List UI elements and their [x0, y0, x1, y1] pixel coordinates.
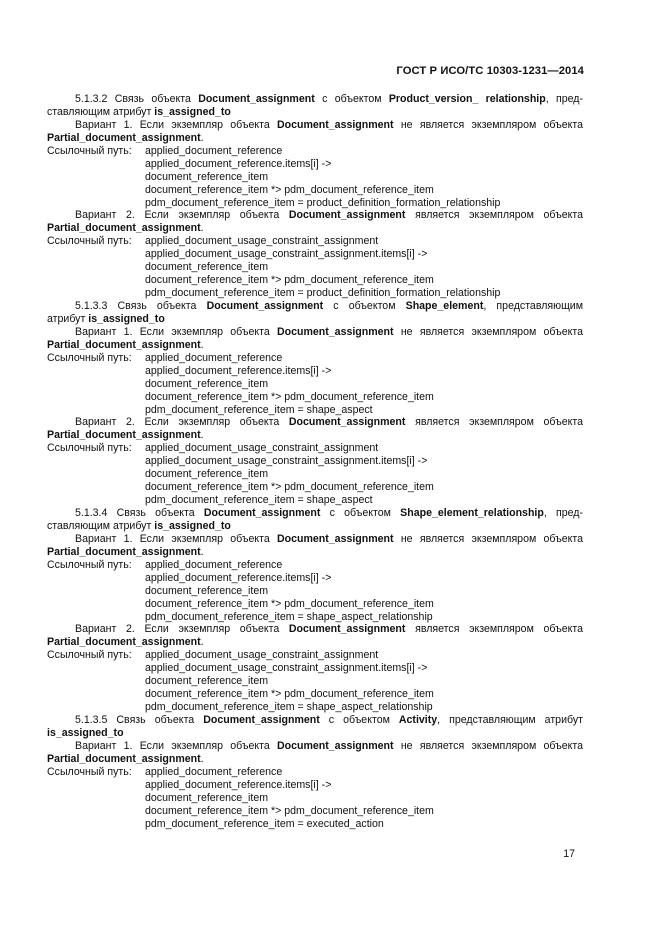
paragraph-line	[47, 119, 583, 132]
text-line	[47, 339, 583, 352]
reference-path-line	[47, 468, 583, 481]
text-run: applied_document_usage_constraint_assignment	[145, 235, 379, 248]
reference-path-line	[47, 404, 583, 417]
text-run: pdm_document_reference_item = shape_aspect_relationship	[145, 610, 433, 623]
text-run: .	[200, 222, 204, 235]
text-run: document_reference_item	[145, 377, 269, 390]
text-run: applied_document_reference.items[i] ->	[145, 778, 332, 791]
text-line	[47, 727, 583, 740]
reference-path-label: Ссылочный путь:	[47, 765, 132, 778]
text-run: document_reference_item *> pdm_document_reference_item	[145, 183, 434, 196]
text-run: .	[200, 545, 204, 558]
text-run: applied_document_reference.items[i] ->	[145, 364, 332, 377]
entity-name: Document_assignment	[203, 507, 321, 519]
entity-name: Partial_document_assignment	[47, 752, 201, 765]
reference-path-line	[47, 572, 583, 585]
text-run: является экземпляром объекта	[405, 209, 584, 222]
text-run: 5.1.3.5 Связь объекта	[75, 714, 204, 726]
text-run: с объектом	[320, 507, 401, 519]
entity-name: Partial_document_assignment	[47, 545, 201, 558]
text-run: document_reference_item	[145, 170, 269, 183]
entity-name: Partial_document_assignment	[47, 636, 201, 649]
entity-name: is_assigned_to	[88, 312, 165, 325]
text-run: pdm_document_reference_item = shape_aspect	[145, 403, 373, 416]
paragraph-line	[47, 533, 583, 546]
text-run: Вариант 1. Если экземпляр объекта	[75, 532, 277, 545]
text-line	[47, 429, 583, 442]
reference-path-line	[47, 481, 583, 494]
text-run: .	[200, 752, 204, 765]
entity-name: Document_assignment	[277, 739, 394, 752]
reference-path-line	[47, 287, 583, 300]
text-run: с объектом	[319, 714, 399, 726]
reference-path-line	[47, 649, 583, 662]
entity-name: Document_assignment	[198, 93, 315, 105]
reference-path-label: Ссылочный путь:	[47, 649, 132, 662]
text-run: applied_document_usage_constraint_assignment.items[i] ->	[145, 662, 428, 675]
paragraph-line	[47, 740, 583, 753]
text-run: applied_document_usage_constraint_assignment.items[i] ->	[145, 455, 428, 468]
entity-name: Activity	[398, 714, 438, 726]
text-line	[47, 520, 583, 533]
text-run: applied_document_reference	[145, 765, 283, 778]
text-run: , представляющим атрибут	[437, 714, 583, 726]
reference-path-label: Ссылочный путь:	[47, 442, 132, 455]
text-run: Вариант 1. Если экземпляр объекта	[75, 118, 277, 131]
reference-path-line	[47, 675, 583, 688]
reference-path-line	[47, 805, 583, 818]
text-run: applied_document_usage_constraint_assignment	[145, 649, 379, 662]
text-line	[47, 106, 583, 119]
reference-path-label: Ссылочный путь:	[47, 558, 132, 571]
text-run: document_reference_item	[145, 584, 269, 597]
text-run: 5.1.3.4 Связь объекта	[75, 507, 204, 519]
entity-name: Partial_document_assignment	[47, 338, 201, 351]
text-run: не является экземпляром объекта	[393, 532, 584, 545]
reference-path-line	[47, 171, 583, 184]
text-run: ставляющим атрибут	[47, 519, 155, 532]
text-run: Вариант 2. Если экземпляр объекта	[75, 209, 289, 222]
text-run: .	[200, 429, 204, 442]
text-run: pdm_document_reference_item = shape_aspect_relationship	[145, 701, 433, 714]
reference-path-line	[47, 779, 583, 792]
reference-path-label: Ссылочный путь:	[47, 351, 132, 364]
entity-name: Shape_element_relationship	[400, 507, 544, 519]
text-run: document_reference_item *> pdm_document_reference_item	[145, 597, 434, 610]
text-run: pdm_document_reference_item = executed_action	[145, 817, 384, 830]
reference-path-line	[47, 158, 583, 171]
paragraph-line	[47, 416, 583, 429]
text-run: .	[200, 131, 204, 144]
text-run: pdm_document_reference_item = product_definition_formation_relationship	[145, 287, 501, 300]
text-run: , пред-	[545, 93, 583, 105]
reference-path-line	[47, 197, 583, 210]
text-run: pdm_document_reference_item = product_definition_formation_relationship	[145, 196, 501, 209]
text-run: applied_document_reference	[145, 144, 283, 157]
reference-path-line	[47, 455, 583, 468]
text-line	[47, 132, 583, 145]
reference-path-line	[47, 391, 583, 404]
text-run: Вариант 1. Если экземпляр объекта	[75, 325, 277, 338]
reference-path-line	[47, 235, 583, 248]
paragraph-line	[47, 209, 583, 222]
text-line	[47, 636, 583, 649]
entity-name: Partial_document_assignment	[47, 429, 201, 442]
text-run: document_reference_item	[145, 675, 269, 688]
entity-name: is_assigned_to	[154, 519, 231, 532]
text-run: document_reference_item	[145, 791, 269, 804]
text-run: , пред-	[543, 507, 583, 519]
entity-name: Document_assignment	[288, 209, 406, 222]
reference-path-line	[47, 598, 583, 611]
reference-path-line	[47, 184, 583, 197]
text-run: атрибут	[47, 312, 89, 325]
reference-path-line	[47, 688, 583, 701]
text-line	[47, 222, 583, 235]
text-run: document_reference_item *> pdm_document_reference_item	[145, 274, 434, 287]
reference-path-line	[47, 261, 583, 274]
text-run: .	[200, 636, 204, 649]
reference-path-line	[47, 248, 583, 261]
reference-path-line	[47, 494, 583, 507]
entity-name: Product_version_ relationship	[388, 93, 546, 105]
text-run: является экземпляром объекта	[405, 623, 584, 636]
text-run: applied_document_usage_constraint_assignment	[145, 442, 379, 455]
entity-name: Document_assignment	[206, 300, 324, 312]
text-run: не является экземпляром объекта	[393, 325, 584, 338]
reference-path-line	[47, 274, 583, 287]
entity-name: is_assigned_to	[154, 105, 231, 118]
entity-name: Document_assignment	[288, 416, 406, 429]
text-run: document_reference_item *> pdm_document_reference_item	[145, 481, 434, 494]
text-line	[47, 313, 583, 326]
reference-path-line	[47, 818, 583, 831]
reference-path-line	[47, 442, 583, 455]
reference-path-line	[47, 701, 583, 714]
reference-path-line	[47, 145, 583, 158]
document-body	[47, 93, 583, 830]
page-header: ГОСТ Р ИСО/ТС 10303-1231—2014	[396, 65, 584, 77]
text-run: , представляющим	[483, 300, 583, 312]
reference-path-line	[47, 365, 583, 378]
text-run: applied_document_usage_constraint_assignment.items[i] ->	[145, 248, 428, 261]
entity-name: Document_assignment	[277, 118, 394, 131]
text-run: document_reference_item	[145, 261, 269, 274]
reference-path-line	[47, 352, 583, 365]
reference-path-line	[47, 792, 583, 805]
reference-path-line	[47, 378, 583, 391]
text-run: applied_document_reference.items[i] ->	[145, 157, 332, 170]
text-run: applied_document_reference	[145, 351, 283, 364]
text-run: ставляющим атрибут	[47, 105, 155, 118]
text-run: с объектом	[323, 300, 406, 312]
entity-name: Document_assignment	[277, 325, 394, 338]
entity-name: is_assigned_to	[47, 726, 124, 739]
entity-name: Partial_document_assignment	[47, 222, 201, 235]
reference-path-line	[47, 611, 583, 624]
paragraph-line	[47, 326, 583, 339]
reference-path-line	[47, 585, 583, 598]
entity-name: Document_assignment	[288, 623, 406, 636]
text-run: applied_document_reference.items[i] ->	[145, 571, 332, 584]
paragraph-line	[47, 300, 583, 313]
entity-name: Document_assignment	[277, 532, 394, 545]
page-number: 17	[563, 848, 575, 860]
text-run: не является экземпляром объекта	[393, 739, 584, 752]
reference-path-line	[47, 662, 583, 675]
entity-name: Partial_document_assignment	[47, 131, 201, 144]
text-run: с объектом	[314, 93, 389, 105]
text-run: document_reference_item	[145, 468, 269, 481]
paragraph-line	[47, 93, 583, 106]
text-run: 5.1.3.2 Связь объекта	[75, 93, 199, 105]
text-line	[47, 753, 583, 766]
text-run: не является экземпляром объекта	[393, 118, 584, 131]
text-run: является экземпляром объекта	[405, 416, 584, 429]
text-run: document_reference_item *> pdm_document_reference_item	[145, 804, 434, 817]
reference-path-label: Ссылочный путь:	[47, 235, 132, 248]
text-run: document_reference_item *> pdm_document_reference_item	[145, 688, 434, 701]
paragraph-line	[47, 714, 583, 727]
entity-name: Shape_element	[405, 300, 484, 312]
text-run: Вариант 2. Если экземпляр объекта	[75, 623, 289, 636]
entity-name: Document_assignment	[203, 714, 320, 726]
reference-path-line	[47, 559, 583, 572]
paragraph-line	[47, 623, 583, 636]
text-run: pdm_document_reference_item = shape_aspect	[145, 494, 373, 507]
text-run: 5.1.3.3 Связь объекта	[75, 300, 207, 312]
reference-path-line	[47, 766, 583, 779]
text-run: Вариант 1. Если экземпляр объекта	[75, 739, 277, 752]
text-run: .	[200, 338, 204, 351]
text-run: document_reference_item *> pdm_document_reference_item	[145, 390, 434, 403]
text-run: Вариант 2. Если экземпляр объекта	[75, 416, 289, 429]
text-run: applied_document_reference	[145, 558, 283, 571]
paragraph-line	[47, 507, 583, 520]
text-line	[47, 546, 583, 559]
reference-path-label: Ссылочный путь:	[47, 144, 132, 157]
